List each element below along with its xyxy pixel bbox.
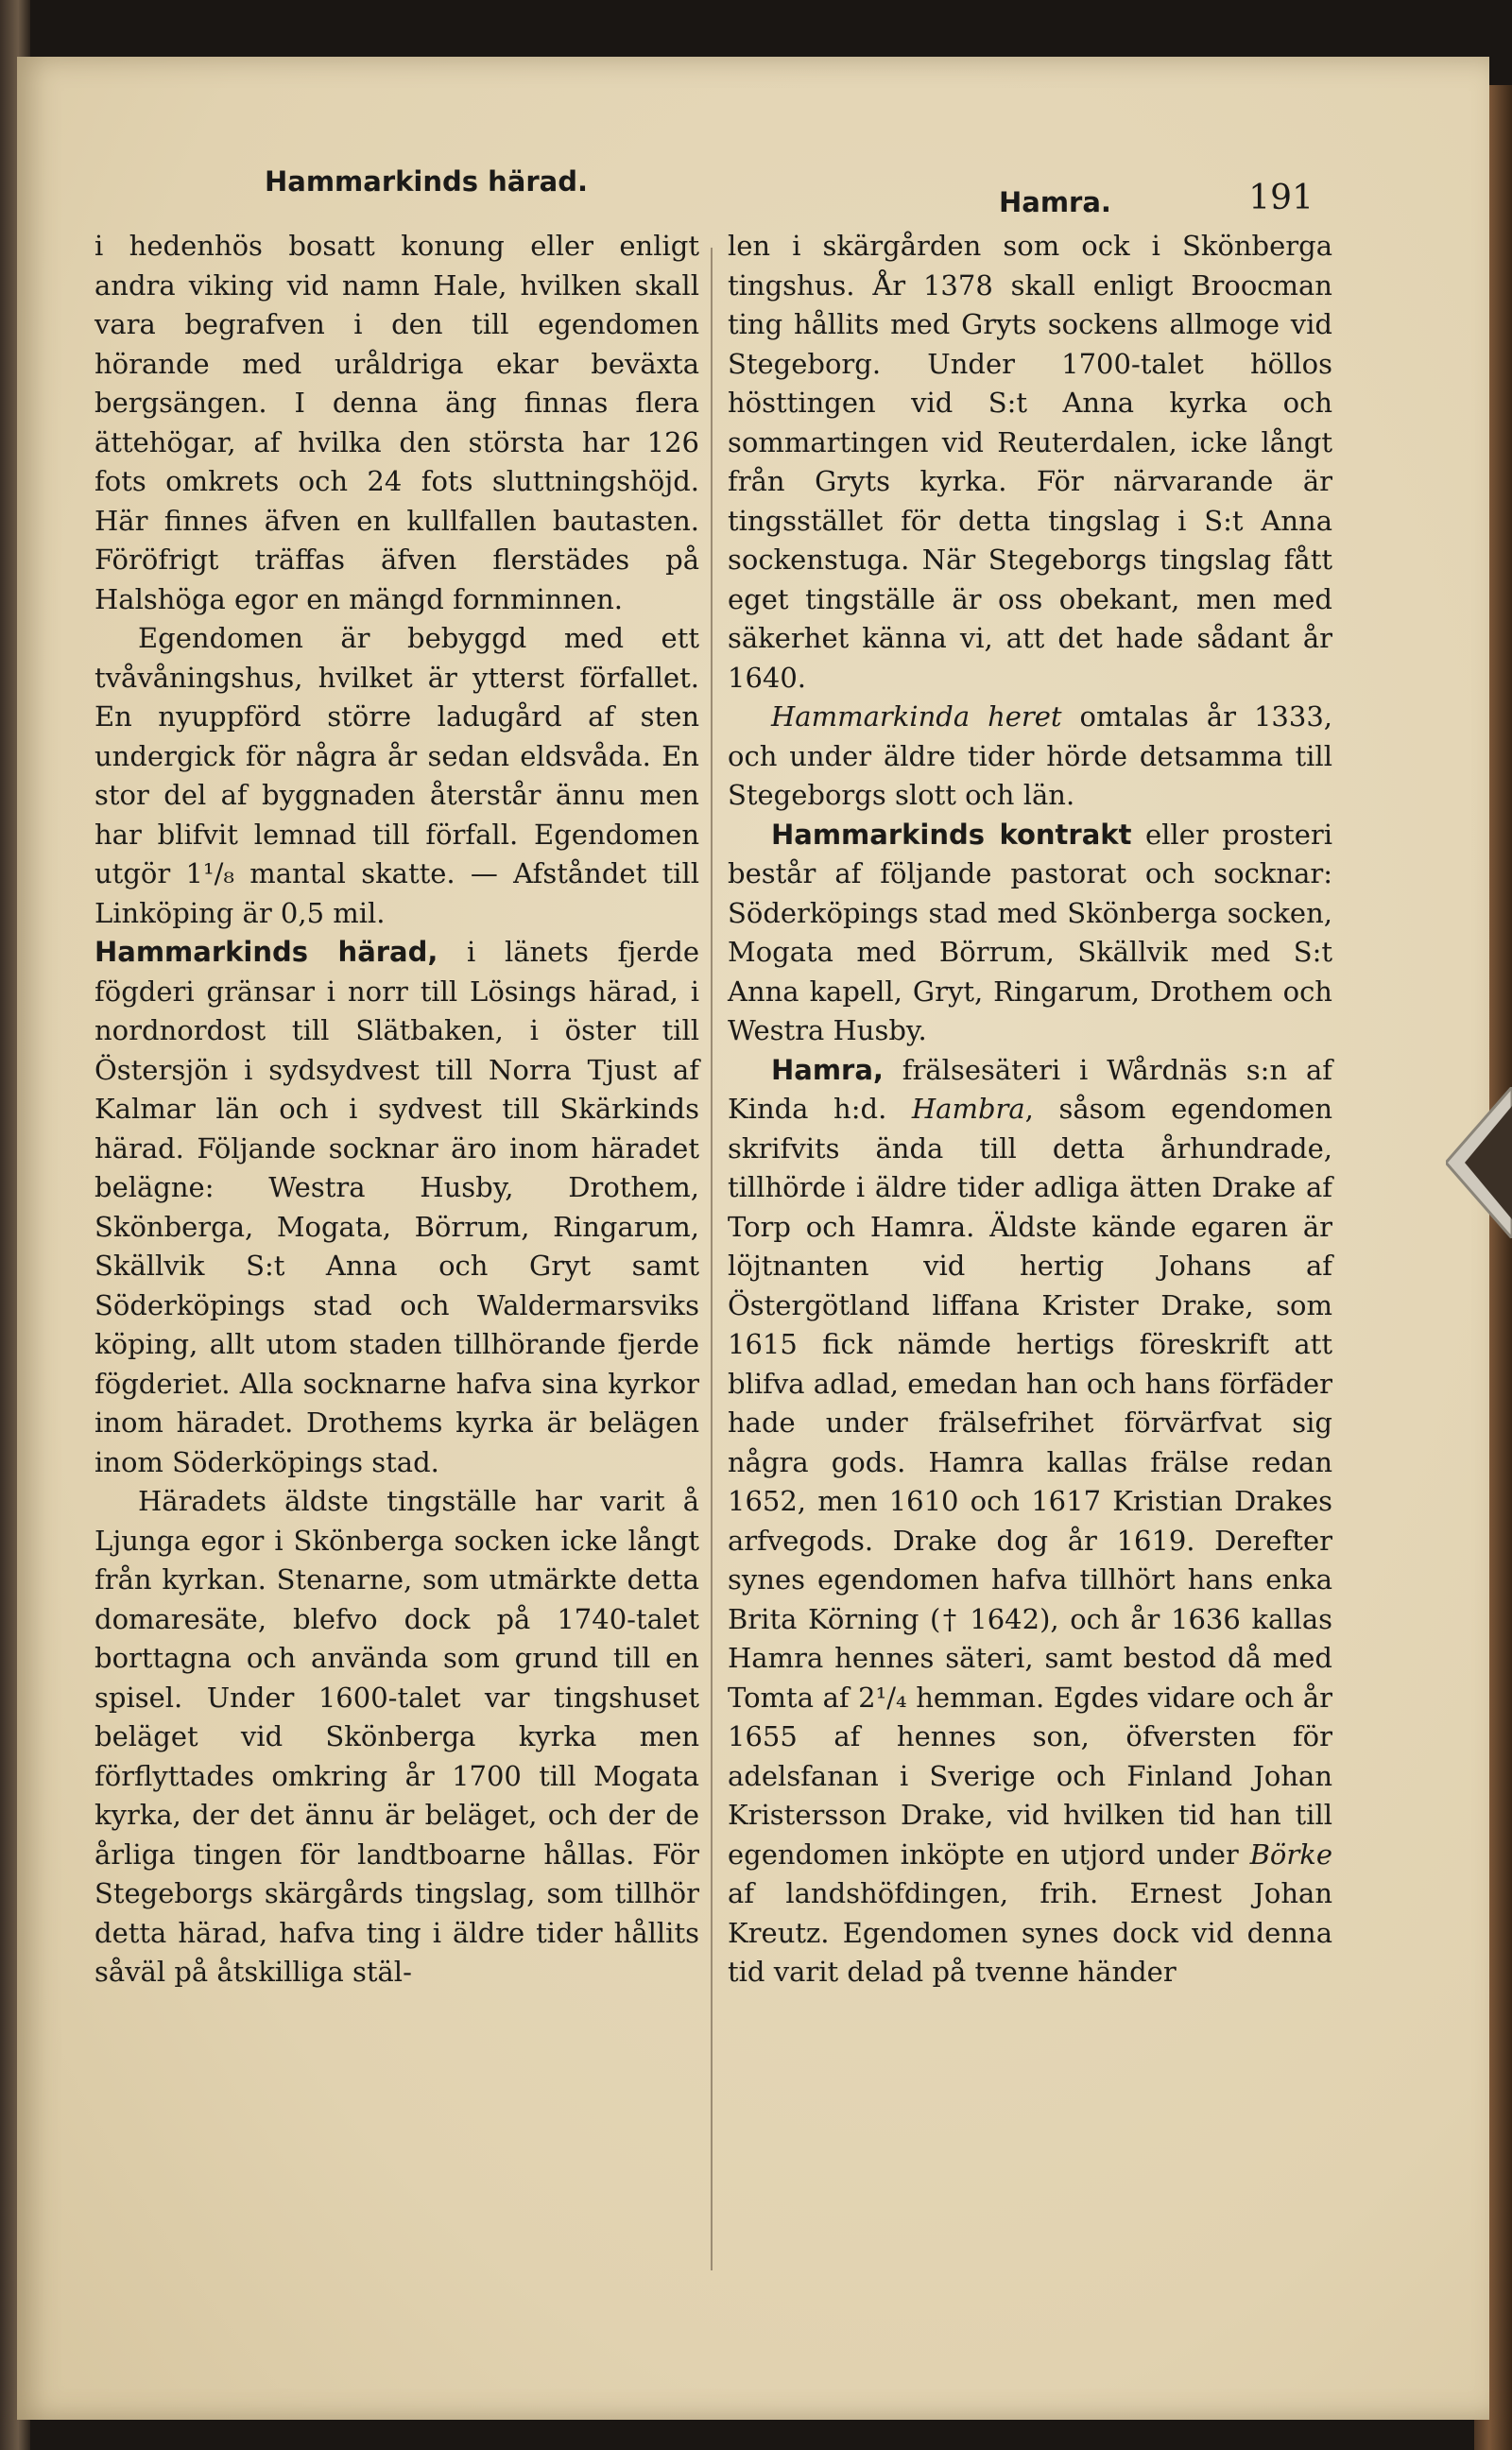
entry-text: omtalas år 1333, och under äldre tider hörde detsamma till Stegeborgs slott och län. (728, 700, 1332, 811)
entry-text: , såsom egendomen skrifvits ända till detta århundrade, tillhörde i äldre tider adliga ätten Drake af Torp och Hamra. Äldste kände egaren är löjtnanten vid hertig Johans af Östergötland liffana Krister Drake, som 1615 fick nämde hertigs föreskrift att blifva adlad, emedan han och hans förfäder hade under frälsefrihet förvärfvat sig några gods. Hamra kallas frälse redan 1652, men 1610 och 1617 Kristian Drakes arfvegods. Drake dog år 1619. Derefter synes egendomen hafva tillhört hans enka Brita Körning († 1642), och år 1636 kallas Hamra hennes säteri, samt bestod då med Tomta af 2¹/₄ hemman. Egdes vidare och år 1655 af hennes son, öfversten för adelsfanan i Sverige och Finland Johan Kristersson Drake, vid hvilken tid han till egendomen inköpte en utjord under (728, 1093, 1332, 1871)
paragraph: i hedenhös bosatt konung eller enligt andra viking vid namn Hale, hvilken skall vara begrafven i den till egendomen hörande med uråldriga ekar beväxta bergsängen. I denna äng finnas flera ättehögar, af hvilka den största har 126 fots omkrets och 24 fots sluttningshöjd. Här finnes äfven en kullfallen bautasten. Föröfrigt träffas äfven flerstädes på Halshöga egor en mängd fornminnen. (94, 230, 699, 615)
right-column (728, 227, 1332, 1993)
paragraph (94, 933, 699, 1482)
running-head-left: Hammarkinds härad. (265, 165, 588, 198)
left-column (94, 227, 699, 1993)
italic-term: Hambra (911, 1093, 1025, 1125)
entry-heading: Hammarkinds härad, (94, 936, 438, 968)
entry-text: eller prosteri består af följande pastorat och socknar: Söderköpings stad med Skönberga socken, Mogata med Börrum, Skällvik med S:t Anna kapell, Gryt, Ringarum, Drothem och Westra Husby. (728, 818, 1332, 1046)
running-head-right: Hamra. (999, 186, 1111, 218)
paragraph: Häradets äldste tingställe har varit å Ljunga egor i Skönberga socken icke långt från kyrkan. Stenarne, som utmärkte detta domaresäte, blefvo dock på 1740-talet borttagna och använda som grund till en spisel. Under 1600-talet var tingshuset beläget vid Skönberga kyrka men förflyttades omkring år 1700 till Mogata kyrka, der det ännu är beläget, och der de årliga tingen för landtboarne hållas. För Stegeborgs skärgårds tingslag, som tillhör detta härad, hafva ting i äldre tider hållits såväl på åtskilliga stäl- (94, 1485, 699, 1988)
entry-text: i länets fjerde fögderi gränsar i norr till Lösings härad, i nordnordost till Slätbaken, i öster till Östersjön i sydsydvest till Norra Tjust af Kalmar län och i sydvest till Skärkinds härad. Följande socknar äro inom häradet belägne: Westra Husby, Drothem, Skönberga, Mogata, Börrum, Ringarum, Skällvik S:t Anna och Gryt samt Söderköpings stad och Waldermarsviks köping, allt utom staden tillhörande fjerde fögderiet. Alla socknarne hafva sina kyrkor inom häradet. Drothems kyrka är belägen inom Söderköpings stad. (94, 936, 699, 1478)
paragraph (728, 816, 1332, 1051)
entry-text: frälsesäteri i Wårdnäs s:n af Kinda h:d. (728, 1053, 1332, 1125)
entry-heading: Hamra, (771, 1053, 884, 1086)
paragraph: len i skärgården som ock i Skönberga tingshus. År 1378 skall enligt Broocman ting hållits med Gryts sockens allmoge vid Stegeborg. Under 1700-talet höllos hösttingen vid S:t Anna kyrka och sommartingen vid Reuterdalen, icke långt från Gryts kyrka. För närvarande är tingsstället för detta tingslag i S:t Anna sockenstuga. När Stegeborgs tingslag fått eget tingställe är oss obekant, men med säkerhet känna vi, att det hade sådant år 1640. (728, 230, 1332, 694)
page-number: 191 (1248, 179, 1314, 217)
bookmark-arrow-icon (1446, 1087, 1512, 1238)
italic-term: Hammarkinda heret (771, 700, 1062, 733)
italic-term: Börke (1249, 1838, 1332, 1871)
paragraph (728, 1051, 1332, 1993)
column-divider (711, 248, 713, 2270)
entry-text: af landshöfdingen, frih. Ernest Johan Kreutz. Egendomen synes dock vid denna tid varit delad på tvenne händer (728, 1877, 1332, 1988)
paragraph: Egendomen är bebyggd med ett tvåvåningshus, hvilket är ytterst förfallet. En nyuppförd större ladugård af sten undergick för några år sedan eldsvåda. En stor del af byggnaden återstår ännu men har blifvit lemnad till förfall. Egendomen utgör 1¹/₈ mantal skatte. — Afståndet till Linköping är 0,5 mil. (94, 622, 699, 929)
entry-heading: Hammarkinds kontrakt (771, 818, 1132, 851)
page-header (265, 165, 1314, 222)
paragraph (728, 698, 1332, 816)
